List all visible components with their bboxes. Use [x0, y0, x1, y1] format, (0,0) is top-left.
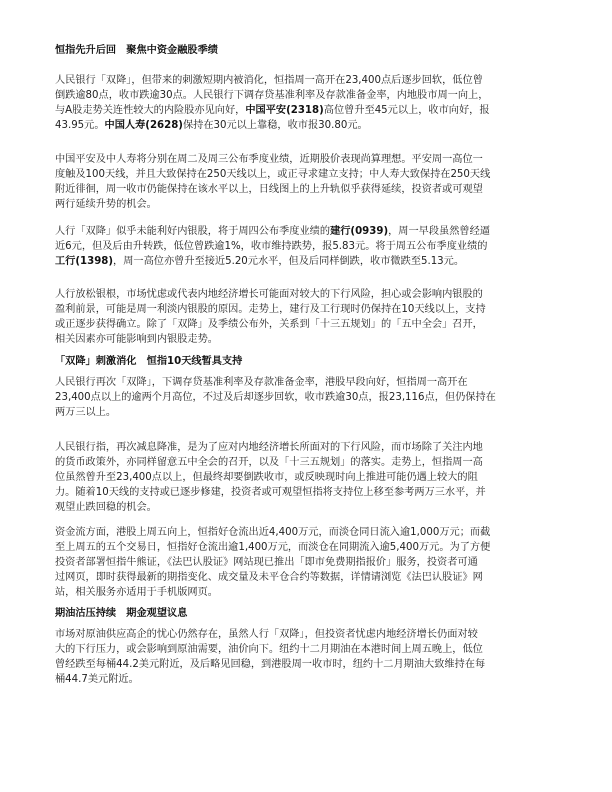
- section-1-paragraph-1: [55, 73, 560, 133]
- text-line: 倒跌逾80点，收市跌逾30点。人民银行下调存贷基准利率及存款准备金率，内地股市周一向上，: [55, 90, 489, 102]
- section-2-heading: 「双降」刺激消化 恒指10天线暂具支持: [55, 356, 243, 367]
- text-line: 人民银行「双降」，但带来的刺激短期内被消化，恒指周一高开在23,400点后逐步回软，低位曾: [55, 75, 483, 86]
- section-1-heading: 恒指先升后回 聚焦中资金融股季绩: [55, 45, 218, 56]
- stock-name-icbc: 工行(1398): [55, 256, 114, 268]
- text-line: [55, 103, 560, 118]
- text-line: [55, 118, 560, 133]
- section-2-paragraph-3: [55, 525, 560, 600]
- text-line: 大的下行压力，或会影响到原油需要，油价向下。纽约十二月期油在本港时间上周五晚上，低位: [55, 644, 483, 656]
- section-1-paragraph-4: [55, 287, 560, 347]
- text-line: 两行延续升势的机会。: [55, 199, 157, 211]
- stock-name-ping-an: 中国平安(2318): [245, 105, 324, 117]
- text-line: 过网页，即时获得最新的期指变化、成交量及未平仓合约等数据，详情请浏览《法巴认股证》网: [55, 572, 483, 584]
- text-line: 或正逐步获得确立。除了「双降」及季绩公布外，关系到「十三五规划」的「五中全会」召开，: [55, 319, 483, 331]
- text-run: ，周一高位亦曾升至接近5.20元水平，但及后同样倒跌，收市微跌至5.13元。: [113, 256, 465, 268]
- text-line: [55, 254, 560, 269]
- text-run: 人行「双降」似乎未能利好内银股，将于周四公布季度业绩的: [55, 226, 331, 237]
- text-run: 高位曾升至45元以上，收市向好，报: [323, 105, 490, 117]
- text-run: 与A股走势关连性较大的内险股亦见向好，: [55, 105, 246, 117]
- stock-name-china-life: 中国人寿(2628): [104, 120, 183, 132]
- section-2-paragraph-2: [55, 440, 560, 515]
- text-line: 曾经跌至每桶44.2美元附近，及后略见回稳，到港股周一收市时，纽约十二月期油大致维持在每: [55, 659, 486, 671]
- text-line: 两万三以上。: [55, 407, 117, 419]
- text-run: 43.95元。: [55, 120, 105, 132]
- text-line: 人民银行指，再次减息降准，是为了应对内地经济增长所面对的下行风险，而市场除了关注内地: [55, 442, 483, 453]
- text-line: 位虽然曾升至23,400点以上，但最终却要倒跌收市，或反映现时向上推进可能仍遇上较大的阻: [55, 472, 478, 484]
- text-line: 人民银行再次「双降」，下调存贷基准利率及存款准备金率，港股早段向好，恒指周一高开在: [55, 377, 468, 388]
- text-line: 桶44.7美元附近。: [55, 674, 139, 686]
- text-line: 近6元，但及后由升转跌，低位曾跌逾1%，收市维持跌势，报5.83元。将于周五公布季度业绩的: [55, 241, 488, 253]
- section-3-paragraph-1: [55, 627, 560, 687]
- section-1-paragraph-2: [55, 152, 560, 212]
- text-line: 力。随着10天线的支持或已逐步修建，投资者或可观望恒指将支持位上移至参考两万三水平，并: [55, 487, 486, 499]
- text-line: 观望止跌回稳的机会。: [55, 502, 157, 514]
- text-line: 度触及100天线，并且大致保持在250天线以上，或正寻求建立支持；中人寿大致保持在250天线: [55, 169, 491, 181]
- text-line: [55, 224, 560, 239]
- section-3-heading: 期油沽压持续 期金观望议息: [55, 608, 188, 619]
- text-line: 至上周五的五个交易日，恒指好仓流出逾1,400万元，而淡仓在同期流入逾5,400万元。为了方便: [55, 542, 491, 554]
- section-1-paragraph-3: [55, 224, 560, 269]
- text-line: 中国平安及中人寿将分别在周二及周三公布季度业绩，近期股价表现尚算理想。平安周一高位一: [55, 154, 483, 165]
- text-line: 站，相关服务亦适用于手机版网页。: [55, 587, 218, 599]
- text-line: 市场对原油供应高企的忧心仍然存在，虽然人行「双降」，但投资者忧虑内地经济增长仍面对较: [55, 629, 478, 640]
- text-run: 保持在30元以上靠稳，收市报30.80元。: [182, 120, 368, 132]
- text-line: 23,400点以上的逾两个月高位，不过及后却逐步回软，收市跌逾30点，报23,116点，但仍保持在: [55, 392, 496, 404]
- text-line: 相关因素亦可能影响到内银股走势。: [55, 334, 218, 346]
- stock-name-ccb: 建行(0939): [330, 226, 389, 237]
- text-line: 投资者部署恒指牛熊证，《法巴认股证》网站现已推出「即市免费期指报价」服务，投资者可通: [55, 557, 478, 569]
- text-line: 的货币政策外，亦同样留意五中全会的召开，以及「十三五规划」的落实。走势上，恒指周一高: [55, 457, 483, 469]
- text-line: 人行放松银根，市场忧虑或代表内地经济增长可能面对较大的下行风险，担心或会影响内银股的: [55, 289, 483, 300]
- text-line: 资金流方面，港股上周五向上，恒指好仓流出近4,400万元，而淡仓同日流入逾1,000万元；而截: [55, 527, 491, 538]
- text-line: 附近徘徊，周一收市仍能保持在该水平以上，日线图上的上升轨似乎获得延续，投资者或可观望: [55, 184, 483, 196]
- text-run: ，周一早段虽然曾经逼: [388, 226, 490, 237]
- section-2-paragraph-1: [55, 375, 560, 420]
- text-line: 盈利前景，可能是周一利淡内银股的原因。走势上，建行及工行现时仍保持在10天线以上，支持: [55, 304, 486, 316]
